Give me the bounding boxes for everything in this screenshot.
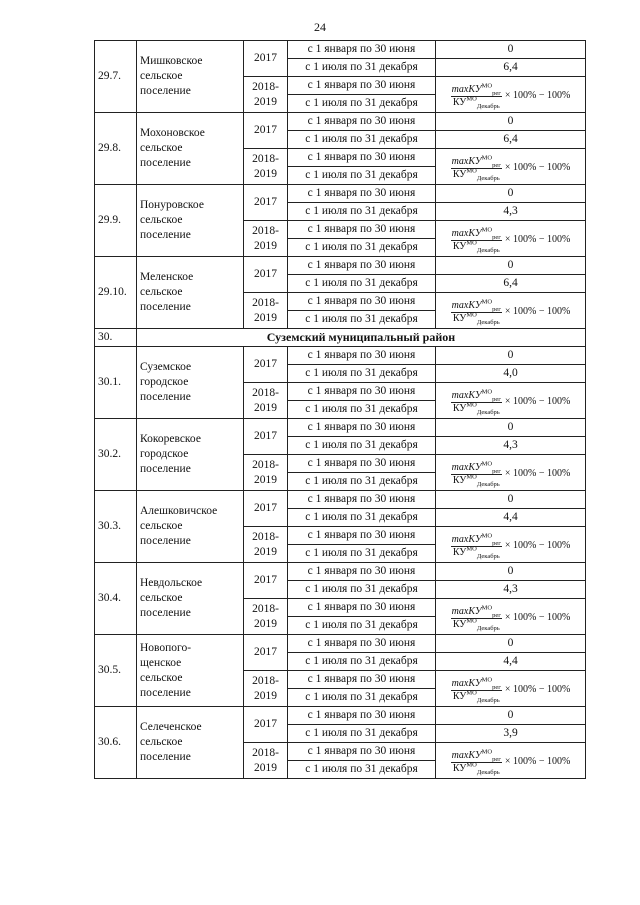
numerator-text: maxКУ <box>451 677 482 689</box>
settlement-name <box>137 347 244 419</box>
year-2018-2019 <box>244 671 288 707</box>
entry-number: 30.4. <box>95 563 137 635</box>
year-2018-2019 <box>244 527 288 563</box>
table-row <box>95 563 586 581</box>
district-number: 30. <box>95 329 137 347</box>
tariff-value-second: 3,9 <box>436 725 586 743</box>
tariff-table <box>94 40 586 779</box>
tariff-value-second: 6,4 <box>436 131 586 149</box>
table-row <box>95 635 586 653</box>
period-second-half: с 1 июля по 31 декабря <box>288 95 436 113</box>
year-2018-2019-line: 2018- <box>252 458 279 471</box>
settlement-name-line: поселение <box>140 751 191 763</box>
tariff-value-first: 0 <box>436 41 586 59</box>
tariff-value-second: 4,3 <box>436 437 586 455</box>
settlement-name <box>137 707 244 779</box>
period-second-half: с 1 июля по 31 декабря <box>288 59 436 77</box>
year-2018-2019-line: 2019 <box>254 167 277 180</box>
tariff-value-first: 0 <box>436 491 586 509</box>
period-first-half: с 1 января по 30 июня <box>288 419 436 437</box>
numerator-sup: МО <box>481 298 493 306</box>
settlement-name-line: сельское <box>140 736 183 748</box>
period-first-half: с 1 января по 30 июня <box>288 635 436 653</box>
numerator-text: maxКУ <box>451 533 482 545</box>
year-2017: 2017 <box>244 185 288 221</box>
settlement-name-line: поселение <box>140 686 191 699</box>
formula-fraction <box>451 532 502 560</box>
tariff-formula <box>451 460 571 488</box>
period-first-half: с 1 января по 30 июня <box>288 293 436 311</box>
year-2018-2019-line: 2018- <box>252 602 279 615</box>
formula-fraction <box>451 604 502 632</box>
tariff-table-body <box>95 41 586 779</box>
denominator-sub: Декабрь <box>476 408 500 416</box>
settlement-name-line: Селеченское <box>140 721 202 733</box>
tariff-value-first: 0 <box>436 347 586 365</box>
period-first-half: с 1 января по 30 июня <box>288 491 436 509</box>
denominator-sup: МО <box>466 761 477 769</box>
formula-denominator <box>453 403 500 414</box>
formula-cell <box>436 599 586 635</box>
numerator-sup: МО <box>481 460 493 468</box>
settlement-name-line: Невдольское <box>140 577 203 589</box>
numerator-text: maxКУ <box>451 299 482 311</box>
year-2018-2019-line: 2018- <box>252 386 279 399</box>
formula-tail: × 100% − 100% <box>504 396 571 407</box>
period-first-half: с 1 января по 30 июня <box>288 563 436 581</box>
year-2018-2019-line: 2019 <box>254 95 277 108</box>
denominator-sup: МО <box>466 689 477 697</box>
settlement-name-line: сельское <box>140 286 183 298</box>
period-second-half: с 1 июля по 31 декабря <box>288 761 436 779</box>
numerator-sub: рег <box>492 755 501 763</box>
tariff-value-first: 0 <box>436 113 586 131</box>
numerator-sup: МО <box>481 532 493 540</box>
year-2018-2019-line: 2019 <box>254 617 277 630</box>
denominator-sub: Декабрь <box>476 768 500 776</box>
tariff-value-second: 4,3 <box>436 581 586 599</box>
formula-cell <box>436 293 586 329</box>
period-first-half: с 1 января по 30 июня <box>288 149 436 167</box>
year-2017: 2017 <box>244 113 288 149</box>
entry-number: 29.10. <box>95 257 137 329</box>
year-2018-2019 <box>244 743 288 779</box>
period-second-half: с 1 июля по 31 декабря <box>288 617 436 635</box>
settlement-name-line: щенское <box>140 656 182 669</box>
year-2018-2019 <box>244 455 288 491</box>
year-2018-2019-line: 2019 <box>254 689 277 702</box>
formula-tail: × 100% − 100% <box>504 468 571 479</box>
formula-tail: × 100% − 100% <box>504 162 571 173</box>
table-row <box>95 185 586 203</box>
denominator-text: КУ <box>452 402 467 414</box>
entry-number: 30.3. <box>95 491 137 563</box>
year-2018-2019 <box>244 149 288 185</box>
settlement-name-line: поселение <box>140 607 191 619</box>
year-2018-2019 <box>244 77 288 113</box>
numerator-sub: рег <box>492 611 501 619</box>
table-row <box>95 491 586 509</box>
numerator-sup: МО <box>481 154 493 162</box>
period-second-half: с 1 июля по 31 декабря <box>288 581 436 599</box>
tariff-value-first: 0 <box>436 563 586 581</box>
settlement-name-line: Мишковское <box>140 55 203 67</box>
formula-tail: × 100% − 100% <box>504 234 571 245</box>
year-2017: 2017 <box>244 491 288 527</box>
denominator-text: КУ <box>452 474 467 486</box>
year-2017: 2017 <box>244 563 288 599</box>
denominator-sub: Декабрь <box>476 318 500 326</box>
formula-cell <box>436 671 586 707</box>
period-first-half: с 1 января по 30 июня <box>288 257 436 275</box>
year-2017: 2017 <box>244 635 288 671</box>
numerator-sup: МО <box>481 82 493 90</box>
formula-fraction <box>451 154 502 182</box>
denominator-sub: Декабрь <box>476 174 500 182</box>
settlement-name-line: поселение <box>140 535 191 547</box>
denominator-sup: МО <box>466 617 477 625</box>
denominator-text: КУ <box>452 762 467 774</box>
table-row <box>95 113 586 131</box>
entry-number: 29.7. <box>95 41 137 113</box>
period-second-half: с 1 июля по 31 декабря <box>288 509 436 527</box>
entry-number: 29.9. <box>95 185 137 257</box>
year-2018-2019-line: 2018- <box>252 80 279 93</box>
tariff-formula <box>451 604 571 632</box>
formula-tail: × 100% − 100% <box>504 612 571 623</box>
settlement-name <box>137 563 244 635</box>
entry-number: 30.1. <box>95 347 137 419</box>
numerator-sub: рег <box>492 233 501 241</box>
denominator-text: КУ <box>452 240 467 252</box>
settlement-name-line: сельское <box>140 520 183 532</box>
numerator-sub: рег <box>492 539 501 547</box>
year-2018-2019 <box>244 599 288 635</box>
year-2018-2019 <box>244 293 288 329</box>
tariff-formula <box>451 676 571 704</box>
formula-cell <box>436 221 586 257</box>
formula-denominator <box>453 619 500 630</box>
settlement-name <box>137 635 244 707</box>
numerator-text: maxКУ <box>451 227 482 239</box>
denominator-sub: Декабрь <box>476 552 500 560</box>
denominator-sup: МО <box>466 239 477 247</box>
numerator-text: maxКУ <box>451 389 482 401</box>
numerator-sup: МО <box>481 676 493 684</box>
tariff-formula <box>451 748 571 776</box>
year-2018-2019-line: 2018- <box>252 674 279 687</box>
tariff-value-second: 4,0 <box>436 365 586 383</box>
year-2018-2019-line: 2018- <box>252 224 279 237</box>
numerator-sub: рег <box>492 395 501 403</box>
year-2018-2019-line: 2019 <box>254 473 277 486</box>
numerator-sub: рег <box>492 89 501 97</box>
settlement-name-line: сельское <box>140 592 183 604</box>
period-second-half: с 1 июля по 31 декабря <box>288 275 436 293</box>
tariff-value-second: 6,4 <box>436 59 586 77</box>
formula-denominator <box>453 241 500 252</box>
denominator-sub: Декабрь <box>476 480 500 488</box>
table-row <box>95 419 586 437</box>
year-2017: 2017 <box>244 419 288 455</box>
period-first-half: с 1 января по 30 июня <box>288 455 436 473</box>
period-first-half: с 1 января по 30 июня <box>288 671 436 689</box>
denominator-text: КУ <box>452 312 467 324</box>
formula-denominator <box>453 763 500 774</box>
settlement-name-line: сельское <box>140 214 183 226</box>
formula-denominator <box>453 169 500 180</box>
period-first-half: с 1 января по 30 июня <box>288 77 436 95</box>
period-first-half: с 1 января по 30 июня <box>288 185 436 203</box>
year-2018-2019-line: 2018- <box>252 152 279 165</box>
tariff-value-first: 0 <box>436 257 586 275</box>
period-second-half: с 1 июля по 31 декабря <box>288 131 436 149</box>
settlement-name-line: Меленское <box>140 271 194 283</box>
period-first-half: с 1 января по 30 июня <box>288 707 436 725</box>
denominator-text: КУ <box>452 690 467 702</box>
numerator-sup: МО <box>481 748 493 756</box>
tariff-value-first: 0 <box>436 419 586 437</box>
settlement-name-line: Суземское <box>140 361 192 373</box>
period-first-half: с 1 января по 30 июня <box>288 113 436 131</box>
formula-tail: × 100% − 100% <box>504 684 571 695</box>
tariff-value-second: 4,3 <box>436 203 586 221</box>
year-2017: 2017 <box>244 257 288 293</box>
settlement-name-line: Кокоревское <box>140 433 201 445</box>
settlement-name <box>137 419 244 491</box>
numerator-sup: МО <box>481 388 493 396</box>
year-2017: 2017 <box>244 41 288 77</box>
settlement-name <box>137 185 244 257</box>
denominator-sup: МО <box>466 545 477 553</box>
period-second-half: с 1 июля по 31 декабря <box>288 203 436 221</box>
denominator-sub: Декабрь <box>476 696 500 704</box>
formula-fraction <box>451 226 502 254</box>
entry-number: 30.5. <box>95 635 137 707</box>
settlement-name-line: Алешковичское <box>140 505 218 517</box>
entry-number: 30.2. <box>95 419 137 491</box>
tariff-value-first: 0 <box>436 635 586 653</box>
year-2018-2019-line: 2019 <box>254 761 277 774</box>
numerator-sub: рег <box>492 683 501 691</box>
formula-denominator <box>453 691 500 702</box>
denominator-sup: МО <box>466 473 477 481</box>
denominator-text: КУ <box>452 168 467 180</box>
year-2017: 2017 <box>244 707 288 743</box>
formula-denominator <box>453 475 500 486</box>
entry-number: 29.8. <box>95 113 137 185</box>
period-first-half: с 1 января по 30 июня <box>288 743 436 761</box>
numerator-text: maxКУ <box>451 749 482 761</box>
settlement-name-line: Новопого- <box>140 641 192 654</box>
year-2017: 2017 <box>244 347 288 383</box>
denominator-sub: Декабрь <box>476 246 500 254</box>
settlement-name-line: городское <box>140 448 189 460</box>
year-2018-2019-line: 2018- <box>252 296 279 309</box>
period-first-half: с 1 января по 30 июня <box>288 527 436 545</box>
period-first-half: с 1 января по 30 июня <box>288 221 436 239</box>
denominator-text: КУ <box>452 546 467 558</box>
settlement-name-line: Понуровское <box>140 199 204 211</box>
settlement-name-line: поселение <box>140 85 191 97</box>
period-second-half: с 1 июля по 31 декабря <box>288 437 436 455</box>
page-number: 24 <box>314 20 326 34</box>
numerator-text: maxКУ <box>451 461 482 473</box>
settlement-name <box>137 113 244 185</box>
year-2018-2019-line: 2018- <box>252 530 279 543</box>
period-second-half: с 1 июля по 31 декабря <box>288 167 436 185</box>
year-2018-2019-line: 2019 <box>254 311 277 324</box>
formula-tail: × 100% − 100% <box>504 756 571 767</box>
formula-fraction <box>451 748 502 776</box>
formula-cell <box>436 77 586 113</box>
period-first-half: с 1 января по 30 июня <box>288 347 436 365</box>
denominator-sub: Декабрь <box>476 624 500 632</box>
denominator-text: КУ <box>452 618 467 630</box>
tariff-formula <box>451 532 571 560</box>
numerator-sup: МО <box>481 604 493 612</box>
settlement-name <box>137 41 244 113</box>
period-second-half: с 1 июля по 31 декабря <box>288 473 436 491</box>
table-row <box>95 41 586 59</box>
settlement-name-line: сельское <box>140 671 183 684</box>
period-second-half: с 1 июля по 31 декабря <box>288 401 436 419</box>
tariff-formula <box>451 82 571 110</box>
formula-tail: × 100% − 100% <box>504 540 571 551</box>
formula-fraction <box>451 82 502 110</box>
tariff-formula <box>451 298 571 326</box>
formula-cell <box>436 149 586 185</box>
formula-denominator <box>453 313 500 324</box>
year-2018-2019-line: 2018- <box>252 746 279 759</box>
denominator-sub: Декабрь <box>476 102 500 110</box>
tariff-value-first: 0 <box>436 707 586 725</box>
settlement-name-line: поселение <box>140 463 191 475</box>
table-row <box>95 347 586 365</box>
period-first-half: с 1 января по 30 июня <box>288 599 436 617</box>
year-2018-2019 <box>244 383 288 419</box>
numerator-sup: МО <box>481 226 493 234</box>
formula-cell <box>436 527 586 563</box>
settlement-name <box>137 491 244 563</box>
denominator-sup: МО <box>466 401 477 409</box>
formula-denominator <box>453 547 500 558</box>
table-row <box>95 707 586 725</box>
period-second-half: с 1 июля по 31 декабря <box>288 653 436 671</box>
formula-denominator <box>453 97 500 108</box>
year-2018-2019-line: 2019 <box>254 239 277 252</box>
settlement-name-line: поселение <box>140 229 191 241</box>
period-second-half: с 1 июля по 31 декабря <box>288 365 436 383</box>
numerator-sub: рег <box>492 467 501 475</box>
settlement-name-line: поселение <box>140 391 191 403</box>
tariff-value-first: 0 <box>436 185 586 203</box>
entry-number: 30.6. <box>95 707 137 779</box>
numerator-text: maxКУ <box>451 83 482 95</box>
numerator-sub: рег <box>492 161 501 169</box>
formula-cell <box>436 455 586 491</box>
table-row <box>95 257 586 275</box>
settlement-name-line: городское <box>140 376 189 388</box>
denominator-sup: МО <box>466 167 477 175</box>
formula-cell <box>436 743 586 779</box>
settlement-name-line: Мохоновское <box>140 127 205 139</box>
district-title: Суземский муниципальный район <box>137 329 586 347</box>
tariff-formula <box>451 388 571 416</box>
period-second-half: с 1 июля по 31 декабря <box>288 239 436 257</box>
settlement-name-line: поселение <box>140 301 191 313</box>
year-2018-2019-line: 2019 <box>254 401 277 414</box>
settlement-name <box>137 257 244 329</box>
denominator-text: КУ <box>452 96 467 108</box>
formula-fraction <box>451 388 502 416</box>
district-row <box>95 329 586 347</box>
formula-tail: × 100% − 100% <box>504 90 571 101</box>
year-2018-2019-line: 2019 <box>254 545 277 558</box>
period-second-half: с 1 июля по 31 декабря <box>288 725 436 743</box>
formula-tail: × 100% − 100% <box>504 306 571 317</box>
tariff-value-second: 4,4 <box>436 509 586 527</box>
numerator-sub: рег <box>492 305 501 313</box>
tariff-formula <box>451 226 571 254</box>
tariff-value-second: 6,4 <box>436 275 586 293</box>
period-second-half: с 1 июля по 31 декабря <box>288 689 436 707</box>
period-second-half: с 1 июля по 31 декабря <box>288 311 436 329</box>
denominator-sup: МО <box>466 95 477 103</box>
formula-fraction <box>451 676 502 704</box>
tariff-value-second: 4,4 <box>436 653 586 671</box>
tariff-formula <box>451 154 571 182</box>
settlement-name-line: поселение <box>140 157 191 169</box>
denominator-sup: МО <box>466 311 477 319</box>
year-2018-2019 <box>244 221 288 257</box>
period-first-half: с 1 января по 30 июня <box>288 41 436 59</box>
formula-fraction <box>451 298 502 326</box>
settlement-name-line: сельское <box>140 142 183 154</box>
period-first-half: с 1 января по 30 июня <box>288 383 436 401</box>
formula-fraction <box>451 460 502 488</box>
numerator-text: maxКУ <box>451 155 482 167</box>
formula-cell <box>436 383 586 419</box>
numerator-text: maxКУ <box>451 605 482 617</box>
settlement-name-line: сельское <box>140 70 183 82</box>
period-second-half: с 1 июля по 31 декабря <box>288 545 436 563</box>
